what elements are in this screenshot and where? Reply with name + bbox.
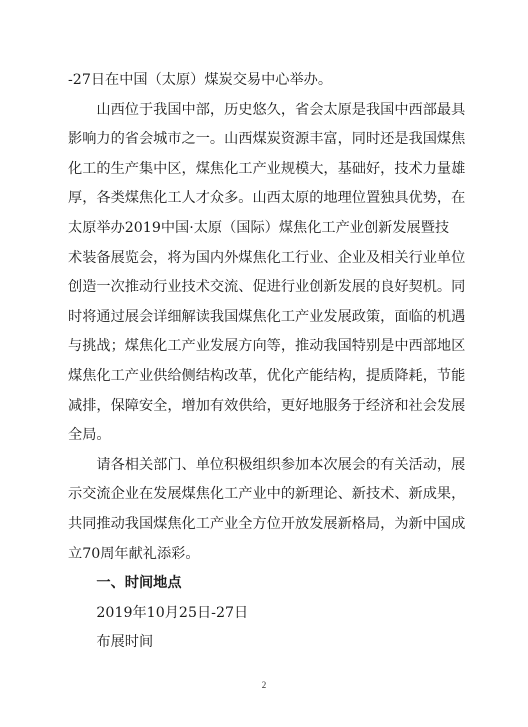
paragraph-line: 厚，各类煤焦化工人才众多。山西太原的地理位置独具优势，在 (68, 190, 466, 207)
paragraph-line: 示交流企业在发展煤焦化工产业中的新理论、新技术、新成果， (68, 486, 466, 503)
paragraph-line: 立70周年献礼添彩。 (68, 545, 200, 562)
paragraph-line: 时将通过展会详细解读我国煤焦化工产业发展政策，面临的机遇 (68, 308, 466, 325)
setup-time-label: 布展时间 (96, 634, 154, 651)
paragraph-line: 术装备展览会，将为国内外煤焦化工行业、企业及相关行业单位 (68, 249, 466, 266)
event-date: 2019年10月25日-27日 (96, 604, 249, 621)
paragraph-line: 影响力的省会城市之一。山西煤炭资源丰富，同时还是我国煤焦 (68, 131, 466, 148)
paragraph-line: 山西位于我国中部，历史悠久，省会太原是我国中西部最具 (96, 101, 466, 118)
paragraph-line: 化工的生产集中区，煤焦化工产业规模大，基础好，技术力量雄 (68, 160, 466, 177)
paragraph-line: 减排，保障安全，增加有效供给，更好地服务于经济和社会发展 (68, 397, 466, 414)
paragraph-line: 煤焦化工产业供给侧结构改革，优化产能结构，提质降耗，节能 (68, 367, 466, 384)
paragraph-line: 共同推动我国煤焦化工产业全方位开放发展新格局，为新中国成 (68, 515, 466, 532)
section-heading: 一、时间地点 (96, 575, 182, 592)
paragraph-line: -27日在中国（太原）煤炭交易中心举办。 (68, 72, 333, 88)
paragraph-line: 请各相关部门、单位积极组织参加本次展会的有关活动，展 (96, 456, 466, 473)
paragraph-line: 创造一次推动行业技术交流、促进行业创新发展的良好契机。同 (68, 279, 466, 296)
paragraph-line: 与挑战；煤焦化工产业发展方向等，推动我国特别是中西部地区 (68, 338, 466, 355)
page-number: 2 (261, 680, 267, 690)
paragraph-line: 太原举办2019中国·太原（国际）煤焦化工产业创新发展暨技 (68, 219, 450, 236)
body-text (68, 66, 466, 658)
paragraph-line: 全局。 (68, 427, 111, 444)
